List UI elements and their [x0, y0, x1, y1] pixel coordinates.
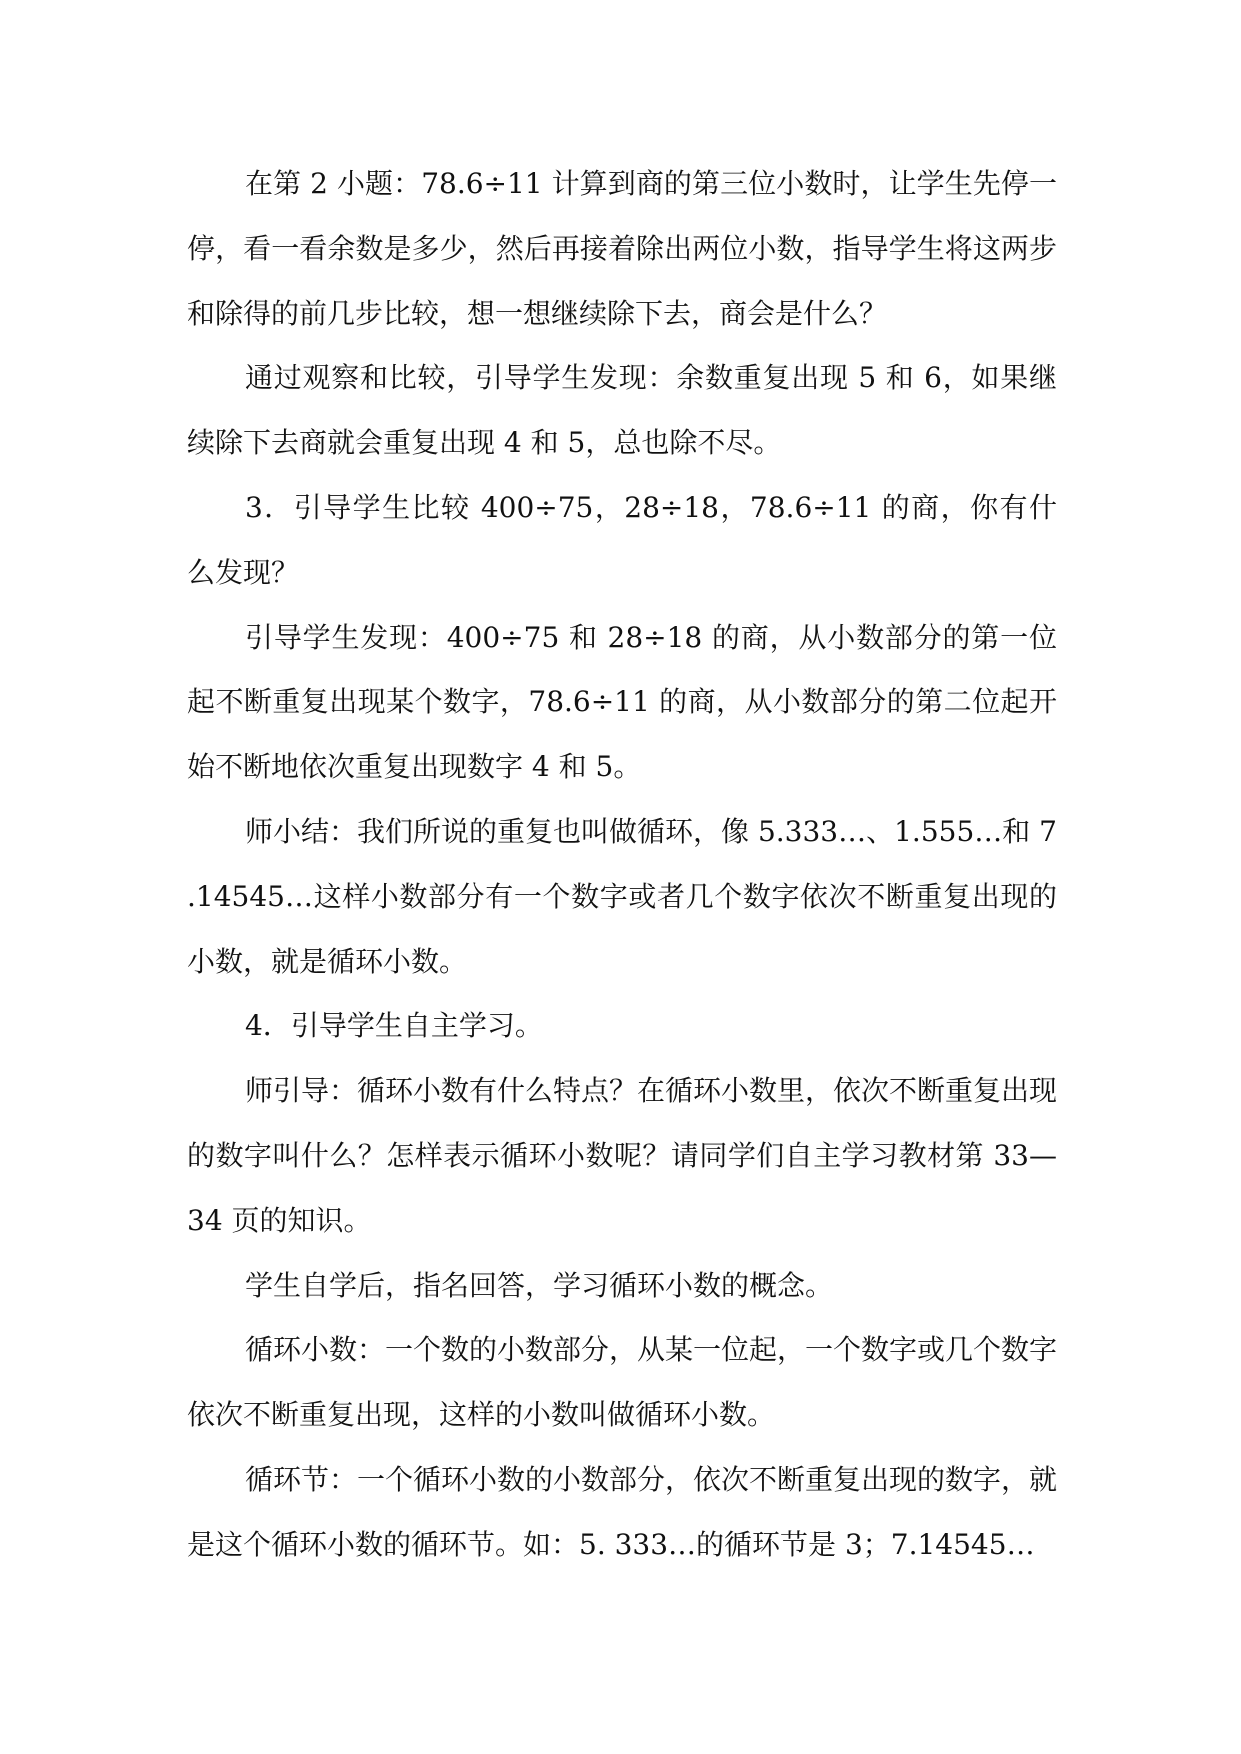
paragraph-teacher-guidance: 师引导：循环小数有什么特点？在循环小数里，依次不断重复出现的数字叫什么？怎样表示循环小数呢？请同学们自主学习教材第 33—34 页的知识。	[187, 1074, 1058, 1237]
paragraph-compare-quotients: 3．引导学生比较 400÷75，28÷18，78.6÷11 的商，你有什么发现？	[187, 490, 1057, 589]
paragraph-teacher-summary: 师小结：我们所说的重复也叫做循环，像 5.333…、1.555…和 7.14545…这样小数部分有一个数字或者几个数字依次不断重复出现的小数，就是循环小数。	[187, 814, 1057, 978]
paragraph-self-study-heading: 4．引导学生自主学习。	[245, 1009, 543, 1043]
document-body	[187, 152, 1057, 1578]
paragraph-repeating-decimal-definition: 循环小数：一个数的小数部分，从某一位起，一个数字或几个数字依次不断重复出现，这样的小数叫做循环小数。	[187, 1333, 1058, 1432]
paragraph-observation: 通过观察和比较，引导学生发现：余数重复出现 5 和 6，如果继续除下去商就会重复出现 4 和 5，总也除不尽。	[187, 361, 1057, 460]
paragraph-repetend-definition: 循环节：一个循环小数的小数部分，依次不断重复出现的数字，就是这个循环小数的循环节。如：5. 333…的循环节是 3；7.14545…	[187, 1462, 1058, 1561]
paragraph-student-answers: 学生自学后，指名回答，学习循环小数的概念。	[245, 1268, 834, 1302]
paragraph-division-example: 在第 2 小题：78.6÷11 计算到商的第三位小数时，让学生先停一停，看一看余数是多少，然后再接着除出两位小数，指导学生将这两步和除得的前几步比较，想一想继续除下去，商会是什么？	[187, 167, 1057, 330]
paragraph-discovery: 引导学生发现：400÷75 和 28÷18 的商，从小数部分的第一位起不断重复出现某个数字，78.6÷11 的商，从小数部分的第二位起开始不断地依次重复出现数字 4 和 5。	[187, 620, 1057, 784]
